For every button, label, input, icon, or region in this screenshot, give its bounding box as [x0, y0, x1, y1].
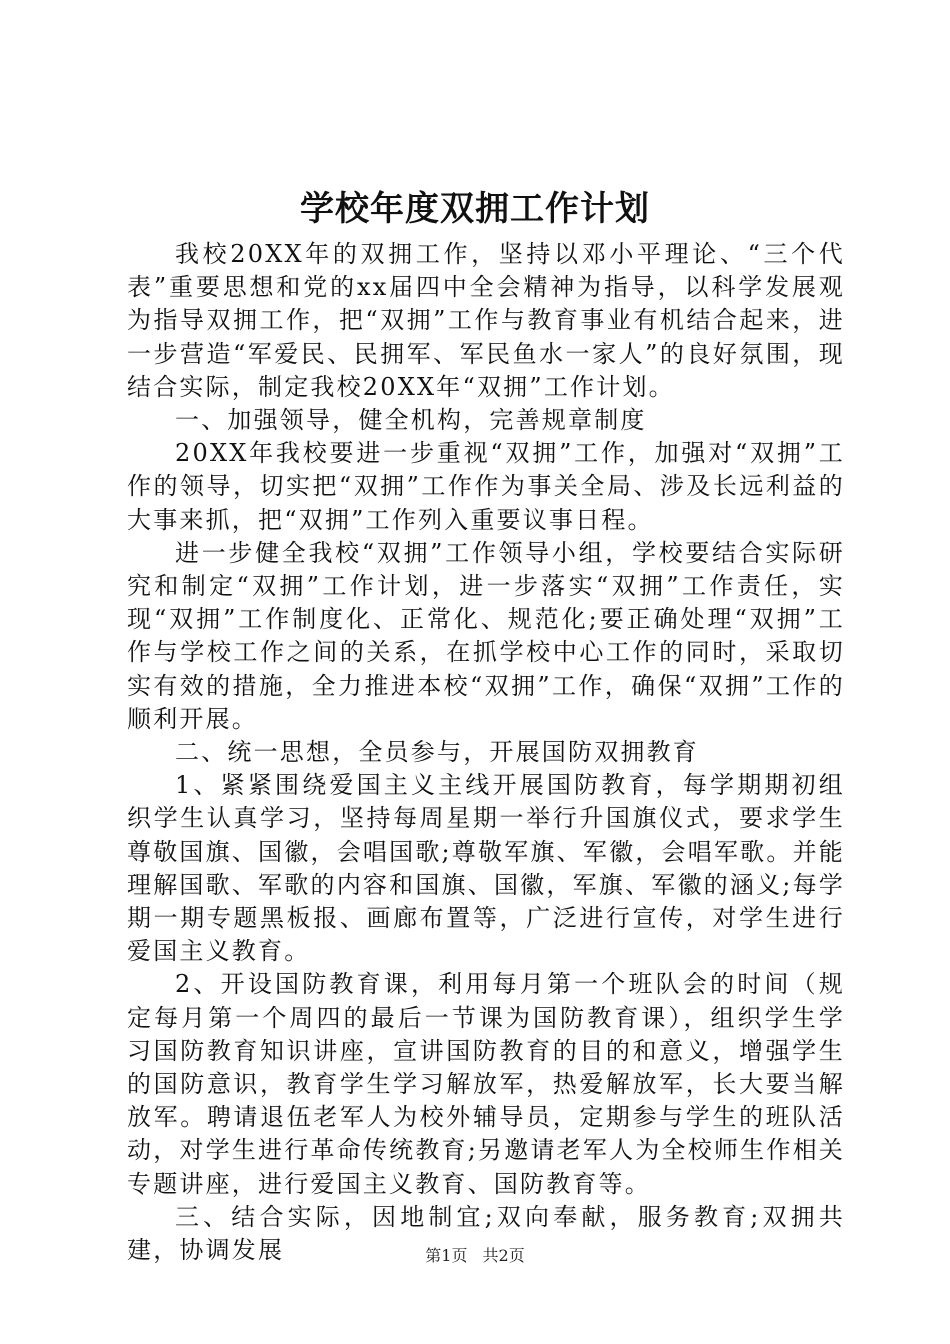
document-body [127, 238, 845, 1267]
paragraph-1-2: 进一步健全我校“双拥”工作领导小组，学校要结合实际研究和制定“双拥”工作计划，进一步落实“双拥”工作责任，实现“双拥”工作制度化、正常化、规范化;要正确处理“双拥”工作与学校工作之间的关系，在抓学校中心工作的同时，采取切实有效的措施，全力推进本校“双拥”工作，确保“双拥”工作的顺利开展。 [127, 538, 845, 733]
document-title: 学校年度双拥工作计划 [300, 189, 650, 229]
section-heading-1: 一、加强领导，健全机构，完善规章制度 [175, 406, 647, 435]
paragraph-intro: 我校20XX年的双拥工作，坚持以邓小平理论、“三个代表”重要思想和党的xx届四中全会精神为指导，以科学发展观为指导双拥工作，把“双拥”工作与教育事业有机结合起来，进一步营造“军爱民、民拥军、军民鱼水一家人”的良好氛围，现结合实际，制定我校20XX年“双拥”工作计划。 [127, 240, 845, 401]
page-footer [0, 1244, 950, 1268]
paragraph-1-1: 20XX年我校要进一步重视“双拥”工作，加强对“双拥”工作的领导，切实把“双拥”工作作为事关全局、涉及长远利益的大事来抓，把“双拥”工作列入重要议事日程。 [127, 439, 845, 534]
paragraph-2-1: 1、紧紧围绕爱国主义主线开展国防教育，每学期期初组织学生认真学习，坚持每周星期一举行升国旗仪式，要求学生尊敬国旗、国徽，会唱国歌;尊敬军旗、军徽，会唱军歌。并能理解国歌、军歌的内容和国旗、国徽，军旗、军徽的涵义;每学期一期专题黑板报、画廊布置等，广泛进行宣传，对学生进行爱国主义教育。 [127, 771, 845, 966]
section-heading-3: 三、结合实际，因地制宜;双向奉献，服务教育;双拥共建，协调发展 [127, 1202, 845, 1265]
page-total: 共2页 [482, 1246, 525, 1265]
section-heading-2: 二、统一思想，全员参与，开展国防双拥教育 [175, 738, 699, 767]
page-number: 第1页 [425, 1246, 468, 1265]
paragraph-2-2: 2、开设国防教育课，利用每月第一个班队会的时间（规定每月第一个周四的最后一节课为国防教育课），组织学生学习国防教育知识讲座，宣讲国防教育的目的和意义，增强学生的国防意识，教育学生学习解放军，热爱解放军，长大要当解放军。聘请退伍老军人为校外辅导员，定期参与学生的班队活动，对学生进行革命传统教育;另邀请老军人为全校师生作相关专题讲座，进行爱国主义教育、国防教育等。 [127, 970, 845, 1198]
